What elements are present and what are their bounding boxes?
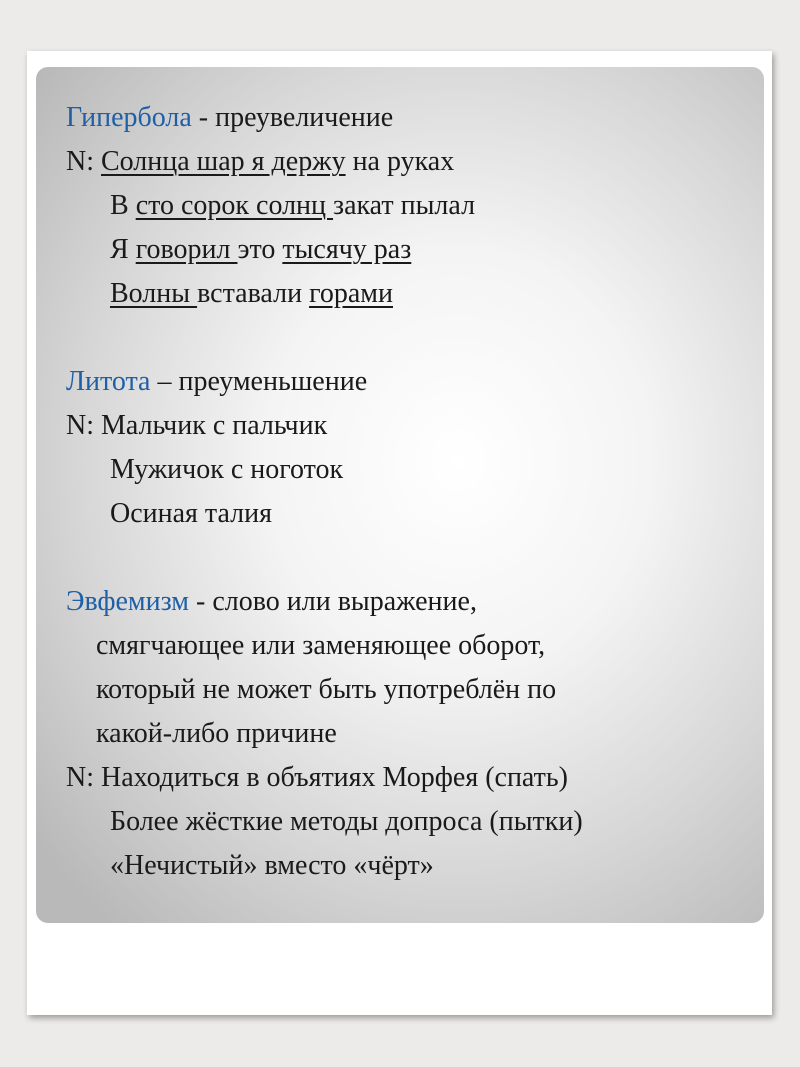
underlined-phrase: тысячу раз [282, 234, 412, 265]
spacer [66, 316, 746, 360]
hyperbole-example-line [66, 184, 746, 228]
hyperbole-example-line [66, 140, 746, 184]
example-text: вставали [197, 278, 310, 309]
example-text: Мальчик с пальчик [101, 410, 328, 441]
hyperbole-example-line [66, 272, 746, 316]
euphemism-heading [66, 580, 746, 624]
underlined-phrase: Солнца шар я держу [101, 146, 346, 177]
litotes-term: Литота [66, 366, 151, 397]
hyperbole-examples [66, 140, 746, 316]
euphemism-term: Эвфемизм [66, 586, 189, 617]
litotes-example-line [66, 404, 746, 448]
litotes-examples [66, 404, 746, 536]
underlined-phrase: горами [309, 278, 393, 309]
hyperbole-example-line [66, 228, 746, 272]
litotes-heading [66, 360, 746, 404]
example-text: Находиться в объятиях Морфея (спать) [101, 762, 568, 793]
litotes-definition: – преуменьшение [150, 366, 368, 397]
euphemism-examples [66, 756, 746, 888]
example-marker: N: [66, 146, 101, 177]
euphemism-definition-line: смягчающее или заменяющее оборот, [96, 630, 546, 661]
example-text: на руках [345, 146, 455, 177]
underlined-phrase: говорил [135, 234, 238, 265]
euphemism-example-line [66, 756, 746, 800]
hyperbole-definition: - преувеличение [191, 102, 394, 133]
underlined-phrase: сто сорок солнц [135, 190, 334, 221]
example-marker: N: [66, 410, 101, 441]
example-text: Более жёсткие методы допроса (пытки) [110, 806, 583, 837]
spacer [66, 536, 746, 580]
example-text: это [237, 234, 283, 265]
euphemism-definition: - слово или выражение, [189, 586, 477, 617]
slide-text [66, 96, 746, 888]
example-text: Мужичок с ноготок [110, 454, 344, 485]
litotes-example-line [66, 492, 746, 536]
example-text: Я [110, 234, 136, 265]
example-marker: N: [66, 762, 101, 793]
hyperbole-term: Гипербола [66, 102, 192, 133]
example-text: «Нечистый» вместо «чёрт» [110, 850, 434, 881]
euphemism-example-line [66, 800, 746, 844]
euphemism-definition-line: какой-либо причине [96, 718, 337, 749]
litotes-example-line [66, 448, 746, 492]
underlined-phrase: Волны [110, 278, 198, 309]
euphemism-example-line [66, 844, 746, 888]
euphemism-definition-line: который не может быть употреблён по [96, 674, 557, 705]
hyperbole-heading [66, 96, 746, 140]
example-text: Осиная талия [110, 498, 273, 529]
example-text: В [110, 190, 136, 221]
example-text: закат пылал [333, 190, 476, 221]
